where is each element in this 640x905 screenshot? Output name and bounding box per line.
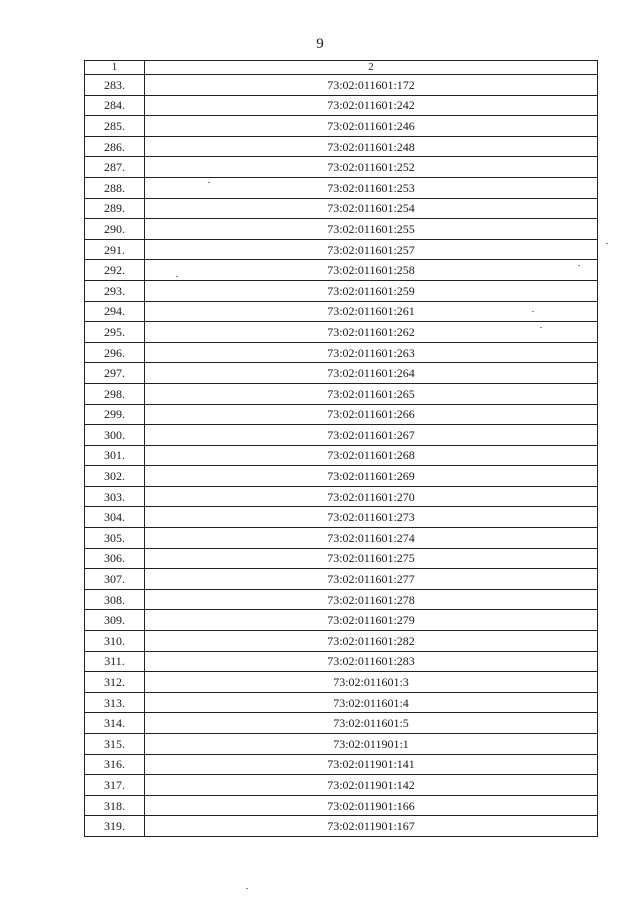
table-row [85, 383, 598, 404]
table-row [85, 528, 598, 549]
row-number-cell: 302. [85, 466, 145, 487]
row-number-cell: 304. [85, 507, 145, 528]
table-row [85, 157, 598, 178]
table-row [85, 404, 598, 425]
row-number-cell: 316. [85, 754, 145, 775]
scan-speck [246, 888, 248, 889]
row-number-cell: 310. [85, 631, 145, 652]
row-number-cell: 287. [85, 157, 145, 178]
cadastral-number-cell: 73:02:011601:268 [145, 445, 598, 466]
row-number-cell: 283. [85, 75, 145, 96]
row-number-cell: 294. [85, 301, 145, 322]
row-number-cell: 295. [85, 322, 145, 343]
table-row [85, 219, 598, 240]
cadastral-number-cell: 73:02:011601:257 [145, 239, 598, 260]
scan-speck [540, 327, 542, 328]
scan-speck [606, 243, 608, 244]
table-row [85, 95, 598, 116]
cadastral-number-cell: 73:02:011901:167 [145, 816, 598, 837]
row-number-cell: 318. [85, 795, 145, 816]
cadastral-number-cell: 73:02:011901:166 [145, 795, 598, 816]
cadastral-number-cell: 73:02:011901:1 [145, 734, 598, 755]
row-number-cell: 289. [85, 198, 145, 219]
table-row [85, 507, 598, 528]
table-row [85, 177, 598, 198]
row-number-cell: 296. [85, 342, 145, 363]
table-row [85, 466, 598, 487]
cadastral-number-cell: 73:02:011601:263 [145, 342, 598, 363]
table-row [85, 734, 598, 755]
scan-speck [208, 182, 210, 183]
row-number-cell: 284. [85, 95, 145, 116]
table-row [85, 239, 598, 260]
cadastral-table [84, 60, 598, 837]
row-number-cell: 293. [85, 280, 145, 301]
table-row [85, 445, 598, 466]
table-row [85, 589, 598, 610]
row-number-cell: 307. [85, 569, 145, 590]
cadastral-number-cell: 73:02:011601:254 [145, 198, 598, 219]
row-number-cell: 301. [85, 445, 145, 466]
row-number-cell: 286. [85, 136, 145, 157]
cadastral-number-cell: 73:02:011601:270 [145, 486, 598, 507]
row-number-cell: 317. [85, 775, 145, 796]
cadastral-number-cell: 73:02:011601:253 [145, 177, 598, 198]
table-row [85, 486, 598, 507]
cadastral-number-cell: 73:02:011601:279 [145, 610, 598, 631]
scan-speck [176, 276, 178, 277]
cadastral-number-cell: 73:02:011601:269 [145, 466, 598, 487]
cadastral-number-cell: 73:02:011601:275 [145, 548, 598, 569]
cadastral-number-cell: 73:02:011601:252 [145, 157, 598, 178]
row-number-cell: 288. [85, 177, 145, 198]
row-number-cell: 299. [85, 404, 145, 425]
table-row [85, 425, 598, 446]
row-number-cell: 306. [85, 548, 145, 569]
cadastral-number-cell: 73:02:011901:141 [145, 754, 598, 775]
cadastral-number-cell: 73:02:011601:278 [145, 589, 598, 610]
table-row [85, 342, 598, 363]
table-row [85, 631, 598, 652]
row-number-cell: 311. [85, 651, 145, 672]
scan-speck [578, 265, 580, 266]
table-row [85, 754, 598, 775]
cadastral-number-cell: 73:02:011601:277 [145, 569, 598, 590]
table-row [85, 672, 598, 693]
row-number-cell: 297. [85, 363, 145, 384]
cadastral-number-cell: 73:02:011601:262 [145, 322, 598, 343]
table-row [85, 713, 598, 734]
row-number-cell: 298. [85, 383, 145, 404]
cadastral-number-cell: 73:02:011601:5 [145, 713, 598, 734]
cadastral-number-cell: 73:02:011601:264 [145, 363, 598, 384]
row-number-cell: 309. [85, 610, 145, 631]
cadastral-number-cell: 73:02:011601:261 [145, 301, 598, 322]
row-number-cell: 285. [85, 116, 145, 137]
table-row [85, 280, 598, 301]
cadastral-number-cell: 73:02:011601:273 [145, 507, 598, 528]
table-row [85, 116, 598, 137]
cadastral-number-cell: 73:02:011601:3 [145, 672, 598, 693]
table-row [85, 569, 598, 590]
table-row [85, 795, 598, 816]
cadastral-number-cell: 73:02:011601:255 [145, 219, 598, 240]
table-row [85, 322, 598, 343]
table-row [85, 816, 598, 837]
row-number-cell: 300. [85, 425, 145, 446]
cadastral-number-cell: 73:02:011601:4 [145, 692, 598, 713]
table-row [85, 75, 598, 96]
row-number-cell: 305. [85, 528, 145, 549]
cadastral-number-cell: 73:02:011601:246 [145, 116, 598, 137]
table-body [85, 75, 598, 837]
table-row [85, 651, 598, 672]
row-number-cell: 291. [85, 239, 145, 260]
scan-speck [532, 311, 534, 312]
table-row [85, 363, 598, 384]
cadastral-number-cell: 73:02:011601:267 [145, 425, 598, 446]
row-number-cell: 315. [85, 734, 145, 755]
table-row [85, 301, 598, 322]
cadastral-number-cell: 73:02:011601:266 [145, 404, 598, 425]
column-header-number: 1 [85, 61, 145, 75]
table-row [85, 775, 598, 796]
row-number-cell: 313. [85, 692, 145, 713]
cadastral-number-cell: 73:02:011601:242 [145, 95, 598, 116]
row-number-cell: 292. [85, 260, 145, 281]
cadastral-number-cell: 73:02:011601:248 [145, 136, 598, 157]
column-header-code: 2 [145, 61, 598, 75]
cadastral-number-cell: 73:02:011901:142 [145, 775, 598, 796]
cadastral-number-cell: 73:02:011601:259 [145, 280, 598, 301]
cadastral-number-cell: 73:02:011601:282 [145, 631, 598, 652]
table-row [85, 548, 598, 569]
cadastral-number-cell: 73:02:011601:265 [145, 383, 598, 404]
table-row [85, 198, 598, 219]
table-row [85, 610, 598, 631]
cadastral-number-cell: 73:02:011601:274 [145, 528, 598, 549]
row-number-cell: 314. [85, 713, 145, 734]
cadastral-number-cell: 73:02:011601:258 [145, 260, 598, 281]
page-number: 9 [316, 36, 324, 52]
table-row [85, 692, 598, 713]
row-number-cell: 290. [85, 219, 145, 240]
cadastral-number-cell: 73:02:011601:283 [145, 651, 598, 672]
row-number-cell: 303. [85, 486, 145, 507]
table-header-row [85, 61, 598, 75]
table-row [85, 260, 598, 281]
row-number-cell: 319. [85, 816, 145, 837]
table-row [85, 136, 598, 157]
row-number-cell: 308. [85, 589, 145, 610]
row-number-cell: 312. [85, 672, 145, 693]
cadastral-number-cell: 73:02:011601:172 [145, 75, 598, 96]
